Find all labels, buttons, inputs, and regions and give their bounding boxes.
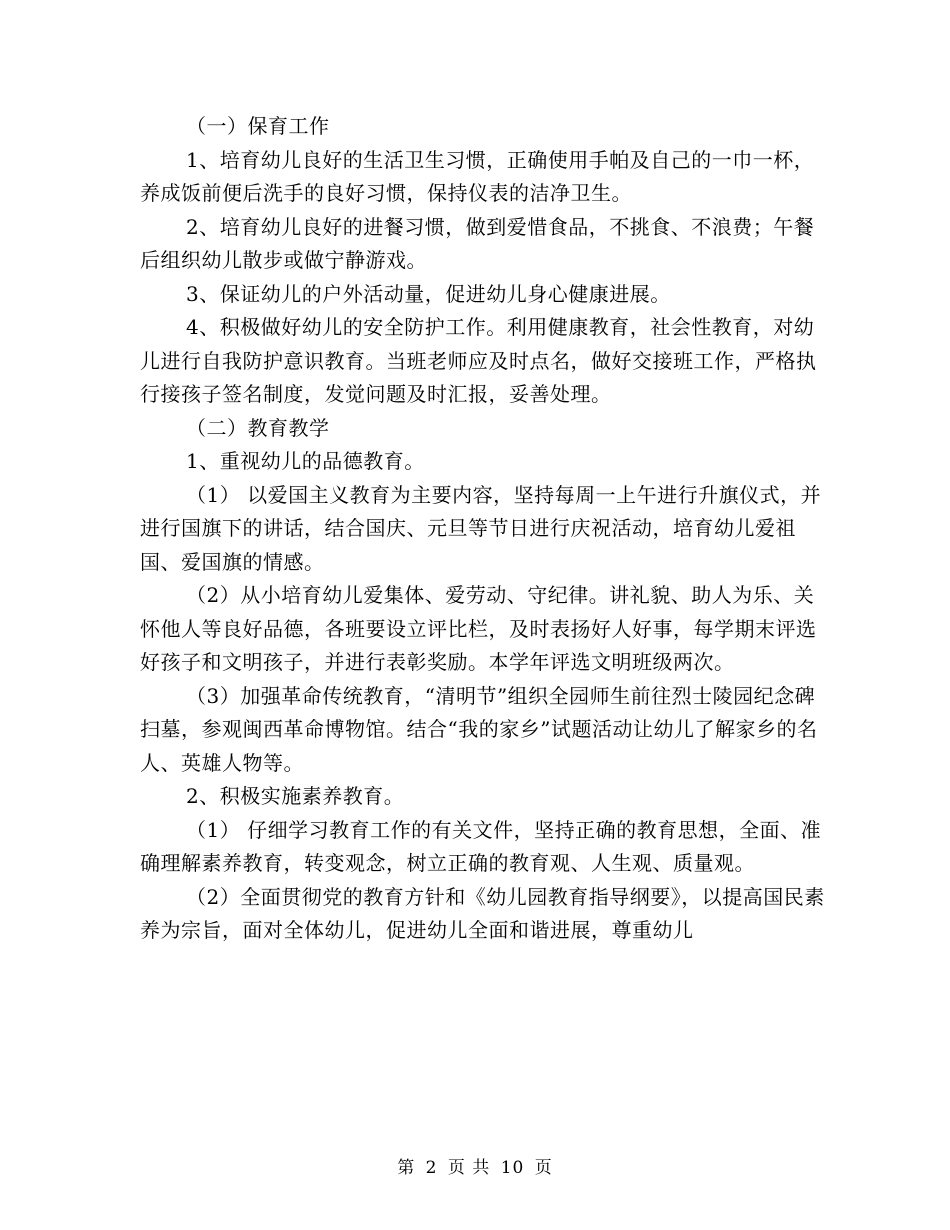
document-body	[140, 110, 830, 948]
paragraph: （1） 以爱国主义教育为主要内容，坚持每周一上午进行升旗仪式，并进行国旗下的讲话，结合国庆、元旦等节日进行庆祝活动，培育幼儿爱祖国、爱国旗的情感。	[140, 482, 822, 574]
footer-middle: 页 共	[447, 1158, 491, 1178]
page-number-footer	[0, 1153, 950, 1178]
section-heading-care: （一）保育工作	[186, 114, 330, 138]
section-heading-teaching: （二）教育教学	[186, 415, 330, 440]
current-page-number: 2	[425, 1158, 438, 1178]
paragraph: 1、培育幼儿良好的生活卫生习惯，正确使用手帕及自己的一巾一杯，养成饭前便后洗手的良好习惯，保持仪表的洁净卫生。	[140, 147, 815, 205]
paragraph: 3、保证幼儿的户外活动量，促进幼儿身心健康进展。	[186, 281, 671, 306]
paragraph: 2、培育幼儿良好的进餐习惯，做到爱惜食品，不挑食、不浪费；午餐后组织幼儿散步或做宁静游戏。	[140, 214, 815, 272]
paragraph: （3）加强革命传统教育，“清明节”组织全园师生前往烈士陵园纪念碑扫墓，参观闽西革命博物馆。结合“我的家乡”试题活动让幼儿了解家乡的名人、英雄人物等。	[140, 683, 818, 775]
paragraph: （1） 仔细学习教育工作的有关文件，坚持正确的教育思想，全面、准确理解素养教育，转变观念，树立正确的教育观、人生观、质量观。	[140, 817, 822, 875]
paragraph: 4、积极做好幼儿的安全防护工作。利用健康教育，社会性教育，对幼儿进行自我防护意识教育。当班老师应及时点名，做好交接班工作，严格执行接孩子签名制度，发觉问题及时汇报，妥善处理。	[140, 315, 817, 406]
paragraph: （2）全面贯彻党的教育方针和《幼儿园教育指导纲要》，以提高国民素养为宗旨，面对全体幼儿，促进幼儿全面和谐进展，尊重幼儿	[140, 884, 825, 942]
paragraph: 2、积极实施素养教育。	[186, 784, 405, 808]
footer-suffix: 页	[534, 1158, 553, 1178]
paragraph: 1、重视幼儿的品德教育。	[186, 449, 425, 473]
paragraph: （2）从小培育幼儿爱集体、爱劳动、守纪律。讲礼貌、助人为乐、关怀他人等良好品德，各班要设立评比栏，及时表扬好人好事，每学期末评选好孩子和文明孩子，并进行表彰奖励。本学年评选文明班级两次。	[140, 583, 817, 674]
footer-prefix: 第	[397, 1158, 416, 1178]
total-page-count: 10	[500, 1158, 525, 1178]
